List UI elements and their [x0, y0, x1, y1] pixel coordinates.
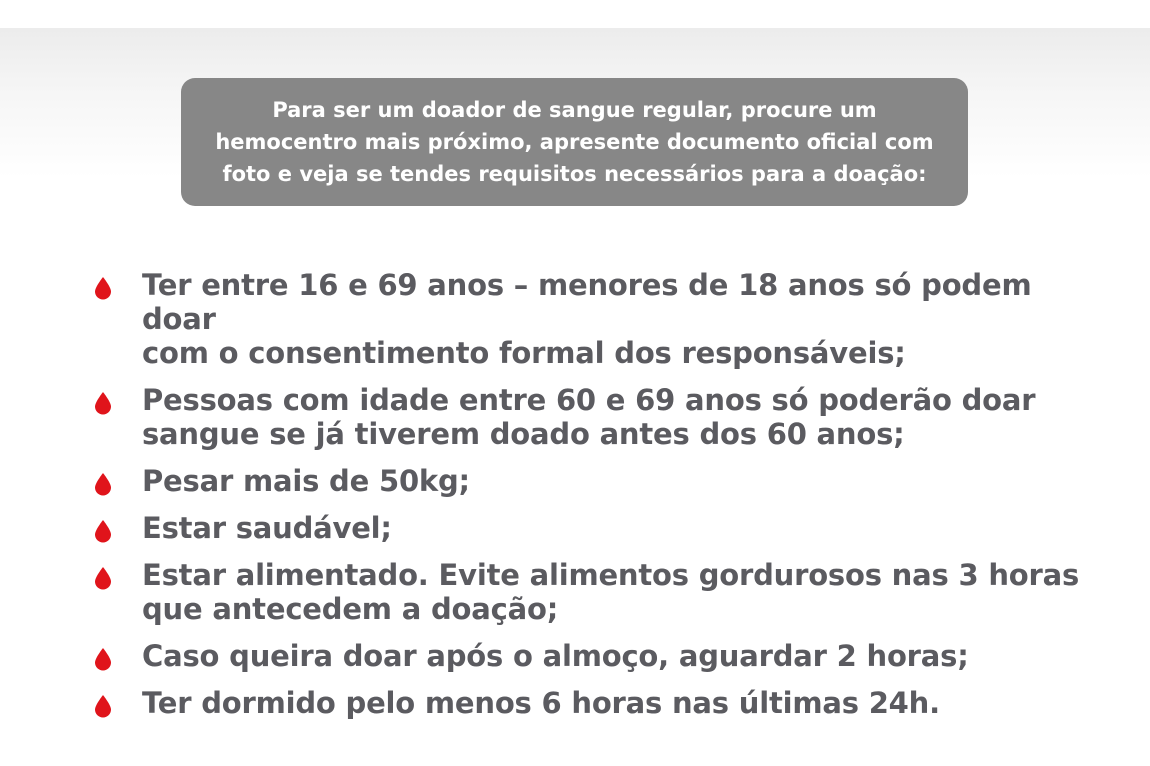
requirement-text — [142, 383, 1035, 451]
intro-text — [215, 94, 933, 190]
requirement-text — [142, 464, 470, 498]
requirement-line: Ter entre 16 e 69 anos – menores de 18 anos só podem doar — [142, 268, 1032, 336]
blood-drop-icon — [92, 391, 114, 415]
requirement-line: Pesar mais de 50kg; — [142, 464, 470, 498]
requirement-text — [142, 268, 1092, 370]
blood-drop-icon — [92, 566, 114, 590]
requirement-line: sangue se já tiverem doado antes dos 60 anos; — [142, 417, 905, 451]
requirement-item — [92, 511, 1092, 545]
blood-drop-icon — [92, 519, 114, 543]
intro-banner — [181, 78, 968, 206]
requirement-text — [142, 639, 969, 673]
requirement-text — [142, 511, 392, 545]
intro-line: foto e veja se tendes requisitos necessários para a doação: — [222, 162, 927, 186]
requirements-list — [92, 268, 1092, 733]
requirement-line: que antecedem a doação; — [142, 592, 559, 626]
requirement-line: Pessoas com idade entre 60 e 69 anos só poderão doar — [142, 383, 1036, 417]
requirement-line: com o consentimento formal dos responsáveis; — [142, 336, 906, 370]
requirement-item — [92, 268, 1092, 370]
requirement-text — [142, 558, 1079, 626]
requirement-line: Estar alimentado. Evite alimentos gordurosos nas 3 horas — [142, 558, 1080, 592]
blood-drop-icon — [92, 472, 114, 496]
requirement-item — [92, 558, 1092, 626]
blood-drop-icon — [92, 647, 114, 671]
intro-line: Para ser um doador de sangue regular, procure um — [272, 98, 877, 122]
requirement-text — [142, 686, 940, 720]
requirement-item — [92, 686, 1092, 720]
blood-drop-icon — [92, 694, 114, 718]
requirement-line: Ter dormido pelo menos 6 horas nas últimas 24h. — [142, 686, 940, 720]
requirement-item — [92, 639, 1092, 673]
requirement-line: Estar saudável; — [142, 511, 392, 545]
requirement-item — [92, 464, 1092, 498]
blood-drop-icon — [92, 276, 114, 300]
requirement-line: Caso queira doar após o almoço, aguardar 2 horas; — [142, 639, 969, 673]
requirement-item — [92, 383, 1092, 451]
intro-line: hemocentro mais próximo, apresente documento oficial com — [215, 130, 934, 154]
